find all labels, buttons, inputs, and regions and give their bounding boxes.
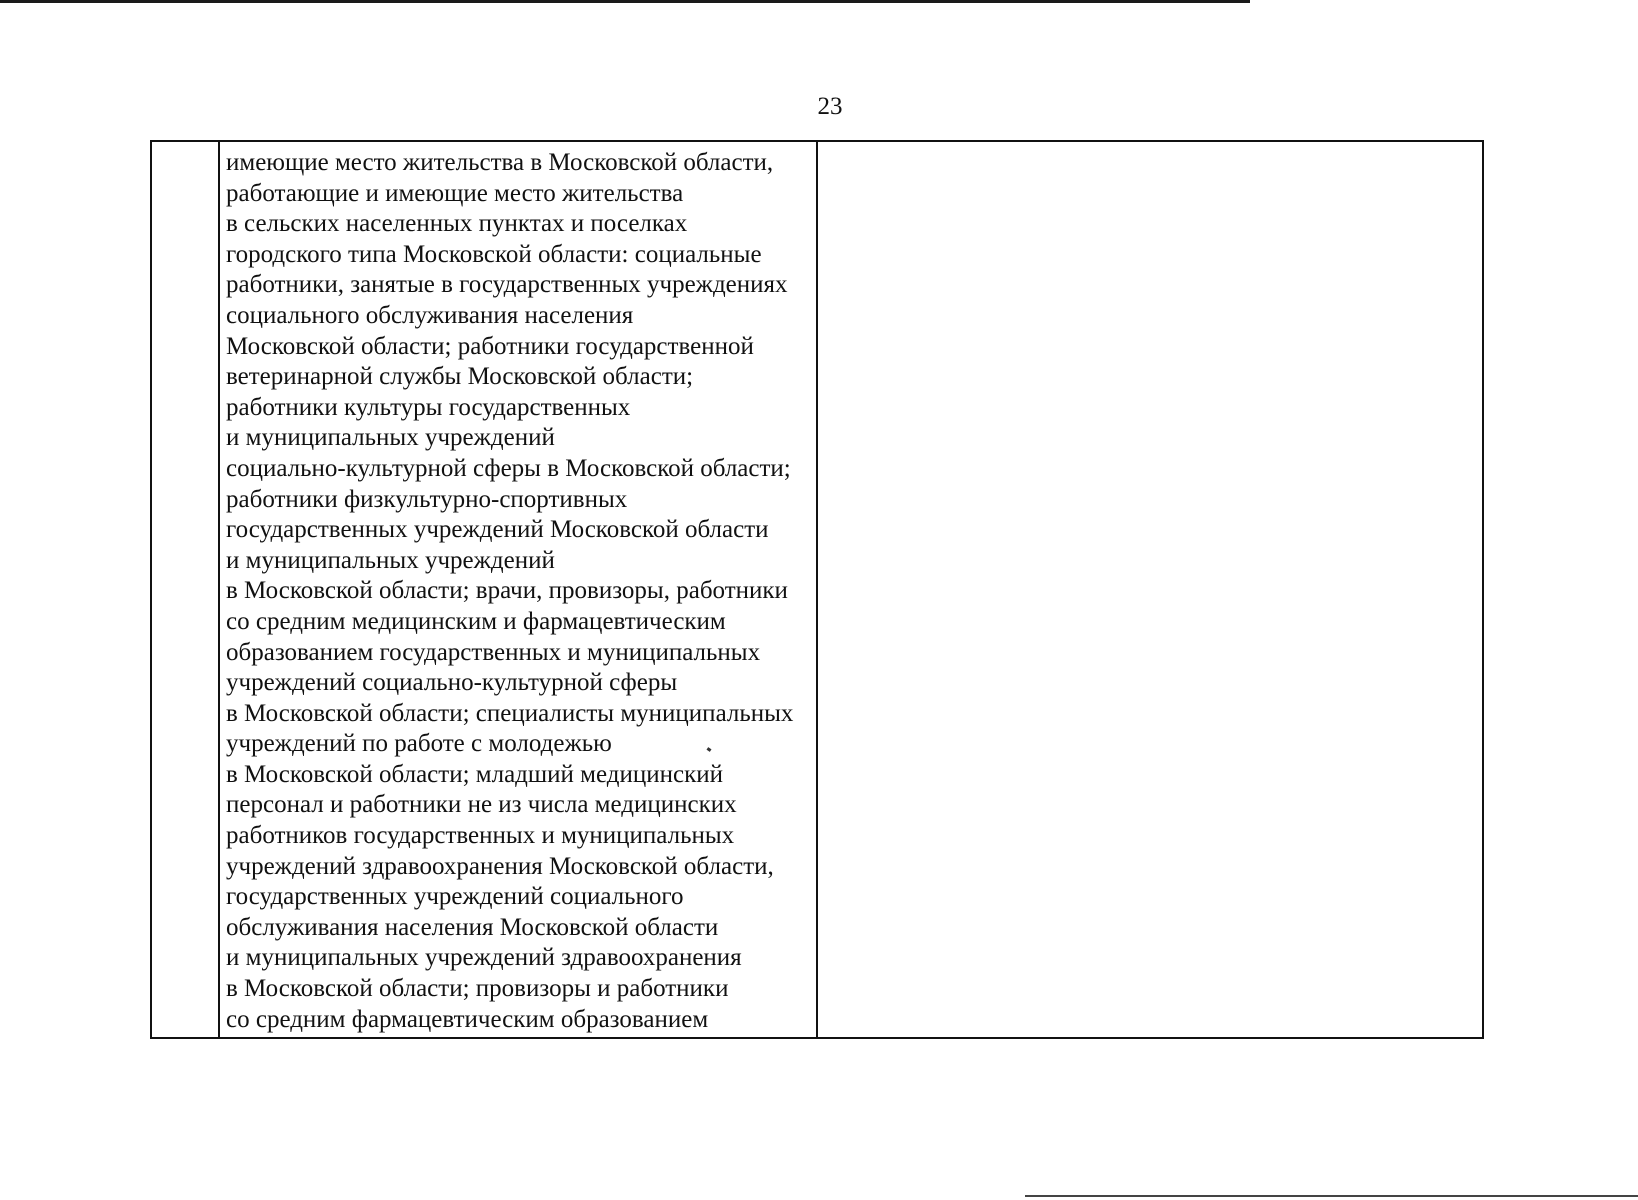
text-line: и муниципальных учреждений [226, 424, 555, 452]
table-cell-number [152, 142, 220, 1037]
text-line: работники физкультурно-спортивных [226, 485, 628, 513]
text-line: работников государственных и муниципальных [226, 822, 735, 850]
text-line: в Московской области; провизоры и работники [226, 975, 729, 1003]
text-line: ветеринарной службы Московской области; [226, 363, 694, 391]
text-line: государственных учреждений Московской области [226, 516, 769, 544]
text-line: государственных учреждений социального [226, 883, 684, 911]
text-line: в сельских населенных пунктах и поселках [226, 210, 688, 238]
text-line: в Московской области; специалисты муниципальных [226, 699, 794, 727]
text-line: учреждений здравоохранения Московской области, [226, 852, 774, 880]
text-line: учреждений социально-культурной сферы [226, 669, 678, 697]
text-line: и муниципальных учреждений [226, 546, 555, 574]
text-line: социального обслуживания населения [226, 301, 634, 329]
document-table [150, 140, 1484, 1039]
text-line: учреждений по работе с молодежью [226, 730, 612, 758]
scan-edge-bottom [1025, 1195, 1638, 1197]
text-line: со средним фармацевтическим образованием [226, 1005, 709, 1033]
text-line: обслуживания населения Московской области [226, 913, 719, 941]
text-line: городского типа Московской области: социальные [226, 240, 762, 268]
text-line: со средним медицинским и фармацевтическим [226, 607, 726, 635]
text-line: персонал и работники не из числа медицинских [226, 791, 737, 819]
page-number: 23 [817, 93, 843, 120]
scan-edge-top [0, 0, 1250, 3]
text-line: работники культуры государственных [226, 393, 631, 421]
text-line: в Московской области; младший медицинский [226, 760, 723, 788]
text-line: образованием государственных и муниципальных [226, 638, 761, 666]
text-lines [218, 142, 816, 1035]
text-line: социально-культурной сферы в Московской области; [226, 454, 791, 482]
text-line: в Московской области; врачи, провизоры, работники [226, 577, 788, 605]
text-line: работающие и имеющие место жительства [226, 179, 684, 207]
text-line: Московской области; работники государственной [226, 332, 754, 360]
text-line: работники, занятые в государственных учреждениях [226, 271, 788, 299]
table-cell-right [818, 142, 1482, 1037]
text-line: и муниципальных учреждений здравоохранения [226, 944, 742, 972]
table-cell-text [218, 142, 818, 1037]
text-line: имеющие место жительства в Московской области, [226, 149, 774, 176]
